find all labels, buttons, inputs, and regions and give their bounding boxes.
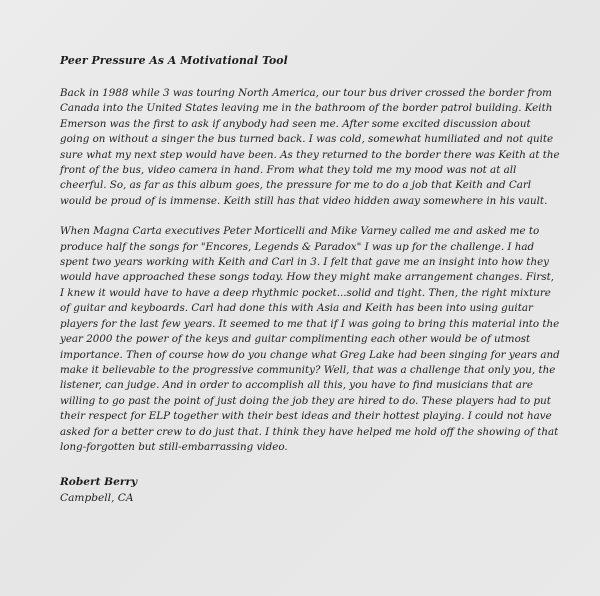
signature-block [60,475,560,506]
liner-notes-text [60,54,560,506]
essay-title: Peer Pressure As A Motivational Tool [60,54,288,67]
author-location: Campbell, CA [60,491,134,504]
author-name: Robert Berry [60,476,138,489]
paragraph-1: Back in 1988 while 3 was touring North America, our tour bus driver crossed the border from Canada into the United States leaving me in the bathroom of the border patrol building. Keith Emerson was the first to ask if anybody had seen me. After some excited discussion about going on without a singer the bus turned back. I was cold, somewhat humiliated and not quite sure what my next step would have been. As they returned to the border there was Keith at the front of the bus, video camera in hand. From what they told me my mood was not at all cheerful. So, as far as this album goes, the pressure for me to do a job that Keith and Carl would be proud of is immense. Keith still has that video hidden away somewhere in his vault. [60,87,560,207]
paragraph-2: When Magna Carta executives Peter Morticelli and Mike Varney called me and asked me to produce half the songs for "Encores, Legends & Paradox" I was up for the challenge. I had spent two years working with Keith and Carl in 3. I felt that gave me an insight into how they would have approached these songs today. How they might make arrangement changes. First, I knew it would have to have a deep rhythmic pocket...solid and tight. Then, the right mixture of guitar and keyboards. Carl had done this with Asia and Keith has been into using guitar players for the last few years. It seemed to me that if I was going to bring this material into the year 2000 the power of the keys and guitar complimenting each other would be of utmost importance. Then of course how do you change what Greg Lake had been singing for years and make it believable to the progressive community? Well, that was a challenge that only you, the listener, can judge. And in order to accomplish all this, you have to find musicians that are willing to go past the point of just doing the job they are hired to do. These players had to put their respect for ELP together with their best ideas and their hottest playing. I could not have asked for a better crew to do just that. I think they have helped me hold off the showing of that long-forgotten but still-embarrassing video. [60,225,560,453]
